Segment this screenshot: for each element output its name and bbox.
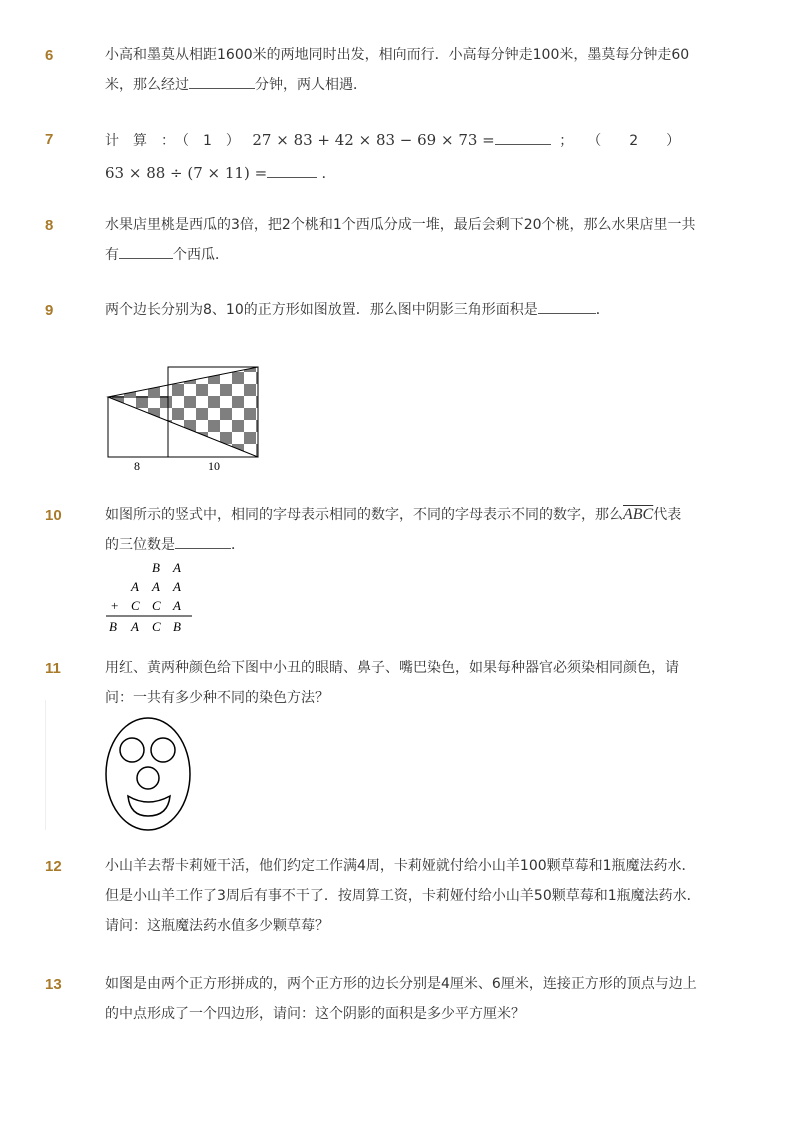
text-segment: ． [231,537,245,553]
left-eye [120,738,144,762]
answer-blank[interactable] [175,532,231,549]
text-line: 小高和墨莫从相距1600米的两地同时出发，相向而行．小高每分钟走100米，墨莫每分钟走60 [105,47,690,63]
text-segment: 分钟，两人相遇． [255,77,367,93]
digit: A [152,579,160,594]
margin-guide [45,700,46,830]
text-line [105,240,717,270]
expression-1: 27 × 83 + 42 × 83 − 69 × 73 = [252,131,495,149]
digit: A [131,619,139,634]
digit: A [173,579,181,594]
text-line [105,500,717,530]
question-text [105,124,717,190]
digit: A [131,579,139,594]
text-segment: 两个边长分别为8、10的正方形如图放置．那么图中阴影三角形面积是 [105,302,538,318]
text-segment: ． [595,302,610,318]
calc-label: 计 算 ： （ 1 ） [105,133,240,149]
vertical-addition [104,558,199,638]
answer-blank[interactable] [119,242,173,259]
text-line [105,530,717,560]
right-eye [151,738,175,762]
text-line: 请问：这瓶魔法药水值多少颗草莓？ [105,918,329,934]
text-line: 用红、黄两种颜色给下图中小丑的眼睛、鼻子、嘴巴染色，如果每种器官必须染相同颜色，请 [105,660,679,676]
question-text [105,653,717,713]
text-line [105,70,717,100]
expression-2: 63 × 88 ÷ (7 × 11) = [105,164,268,182]
question-text [105,851,717,941]
answer-blank[interactable] [538,297,596,314]
question-number: 10 [45,507,62,524]
question-text [105,40,717,100]
text-line: 的中点形成了一个四边形，请问：这个阴影的面积是多少平方厘米？ [105,1006,525,1022]
digit: C [152,598,161,613]
text-segment: 个西瓜． [173,247,229,263]
digit: C [131,598,140,613]
question-number: 11 [45,660,61,677]
text-segment: 的三位数是 [105,537,175,553]
separator: ； （ 2 ） [559,133,681,149]
digit: A [173,598,181,613]
answer-blank[interactable] [189,72,255,89]
text-segment: 米，那么经过 [105,77,189,93]
digit: B [152,560,160,575]
question-text [105,500,717,560]
text-line: 水果店里桃是西瓜的3倍，把2个桃和1个西瓜分成一堆，最后会剩下20个桃，那么水果店里一共 [105,217,696,233]
digit: C [152,619,161,634]
digit: B [173,619,181,634]
label-10: 10 [208,459,220,473]
text-segment: 如图所示的竖式中，相同的字母表示相同的数字，不同的字母表示不同的数字，那么 [105,507,623,523]
text-line: 问：一共有多少种不同的染色方法？ [105,690,329,706]
digit: A [173,560,181,575]
text-line: 但是小山羊工作了3周后有事不干了．按周算工资，卡莉娅付给小山羊50颗草莓和1瓶魔法药水． [105,888,701,904]
text-segment: 有 [105,247,119,263]
question-number: 7 [45,131,54,148]
label-8: 8 [134,459,140,473]
nose [137,767,159,789]
text-segment: 代表 [653,507,682,523]
abc-overline: $\overline{ABC}$ [623,506,654,523]
question-text [105,969,717,1029]
question-number: 8 [45,217,54,234]
question-number: 9 [45,302,54,319]
question-number: 13 [45,976,62,993]
mouth [128,796,170,816]
clown-face-figure [100,712,200,837]
face-outline [106,718,190,830]
text-line: 小山羊去帮卡莉娅干活，他们约定工作满4周，卡莉娅就付给小山羊100颗草莓和1瓶魔法药水． [105,858,696,874]
question-number: 12 [45,858,62,875]
question-text [105,210,717,270]
question-number: 6 [45,47,54,64]
text-line [105,124,717,157]
text-segment: ． [321,166,336,182]
squares-figure [100,360,270,475]
digit: B [109,619,117,634]
answer-blank[interactable] [495,128,551,145]
answer-blank[interactable] [267,161,317,178]
text-line [105,295,717,325]
shaded-triangle [108,367,258,457]
question-text [105,295,717,325]
plus-sign: + [111,598,119,613]
text-line: 如图是由两个正方形拼成的，两个正方形的边长分别是4厘米、6厘米，连接正方形的顶点与边上 [105,976,697,992]
text-line [105,157,717,190]
